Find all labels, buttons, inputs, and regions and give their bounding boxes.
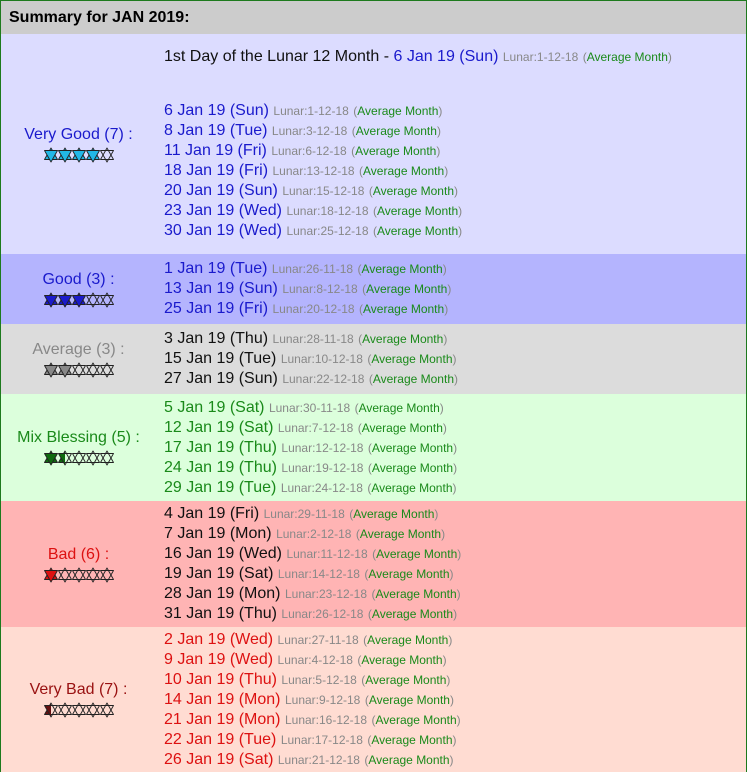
paren-close: ) <box>453 460 458 475</box>
paren-open: ( <box>367 352 372 366</box>
month-quality: Average Month <box>375 712 457 727</box>
star-icon <box>100 292 114 308</box>
day-entry <box>164 259 746 279</box>
paren-open: ( <box>357 262 362 276</box>
day-list <box>156 259 746 319</box>
lunar-date: Lunar:22-12-18 <box>282 372 365 386</box>
paren-open: ( <box>361 672 366 687</box>
day-entry <box>164 161 746 181</box>
paren-close: ) <box>452 732 457 747</box>
paren-open: ( <box>371 712 376 727</box>
month-quality: Average Month <box>361 652 443 667</box>
star-icon <box>58 362 72 378</box>
day-list <box>156 329 746 389</box>
paren-close: ) <box>454 372 458 386</box>
paren-open: ( <box>367 460 372 475</box>
month-quality: Average Month <box>372 184 454 198</box>
month-quality: Average Month <box>371 607 454 621</box>
day-entry <box>164 750 746 770</box>
star-icon <box>58 567 72 583</box>
rating-cell <box>1 271 156 308</box>
day-date-link[interactable]: 19 Jan 19 (Sat) <box>164 565 274 582</box>
day-date-link[interactable]: 8 Jan 19 (Tue) <box>164 122 268 139</box>
day-entry <box>164 101 746 121</box>
paren-open: ( <box>372 224 377 238</box>
day-date-link[interactable]: 17 Jan 19 (Thu) <box>164 438 277 456</box>
day-date-link[interactable]: 4 Jan 19 (Fri) <box>164 505 260 522</box>
day-date-link[interactable]: 29 Jan 19 (Tue) <box>164 478 277 496</box>
day-date-link[interactable]: 10 Jan 19 (Thu) <box>164 670 277 688</box>
rating-label: Good (3) : <box>42 270 115 288</box>
paren-open: ( <box>359 164 364 178</box>
star-icon <box>86 567 100 583</box>
intro-date-link[interactable]: 6 Jan 19 (Sun) <box>393 48 499 65</box>
day-date-link[interactable]: 9 Jan 19 (Wed) <box>164 650 274 668</box>
day-date-link[interactable]: 12 Jan 19 (Sat) <box>164 418 274 436</box>
month-quality: Average Month <box>355 124 437 138</box>
rating-cell <box>1 341 156 378</box>
month-quality: Average Month <box>371 460 454 475</box>
paren-open: ( <box>368 372 373 386</box>
paren-close: ) <box>452 480 457 495</box>
rating-label: Very Good (7) : <box>24 125 133 143</box>
paren-close: ) <box>436 144 441 158</box>
day-date-link[interactable]: 25 Jan 19 (Fri) <box>164 300 269 317</box>
day-entry <box>164 730 746 750</box>
paren-close: ) <box>449 752 454 767</box>
lunar-date: Lunar:7-12-18 <box>277 420 354 435</box>
lunar-date: Lunar:1-12-18 <box>273 104 349 118</box>
paren-close: ) <box>444 302 449 316</box>
day-entry <box>164 201 746 221</box>
lunar-date: Lunar:8-12-18 <box>282 282 358 296</box>
month-quality: Average Month <box>368 692 450 707</box>
paren-open: ( <box>367 480 372 495</box>
star-icon <box>72 567 86 583</box>
paren-open: ( <box>355 527 360 541</box>
paren-close: ) <box>442 420 447 435</box>
month-quality: Average Month <box>366 282 448 296</box>
day-entry <box>164 279 746 299</box>
rating-group-mix-blessing <box>1 394 746 501</box>
rating-cell <box>1 546 156 583</box>
rating-cell <box>1 126 156 163</box>
day-entry <box>164 141 746 161</box>
day-entry <box>164 710 746 730</box>
rating-group-very-bad <box>1 627 746 772</box>
month-quality: Average Month <box>371 440 454 455</box>
star-icon <box>72 362 86 378</box>
lunar-date: Lunar:30-11-18 <box>268 400 351 415</box>
month-quality: Average Month <box>359 527 442 541</box>
star-icon <box>86 292 100 308</box>
paren-open: ( <box>353 104 358 118</box>
paren-open: ( <box>371 587 376 601</box>
day-date-link[interactable]: 15 Jan 19 (Tue) <box>164 350 277 367</box>
paren-open: ( <box>364 752 369 767</box>
month-quality: Average Month <box>367 632 449 647</box>
summary-title: Summary for JAN 2019: <box>1 1 746 34</box>
lunar-date: Lunar:14-12-18 <box>277 567 360 581</box>
paren-open: ( <box>354 400 359 415</box>
month-quality: Average Month <box>353 507 435 521</box>
paren-open: ( <box>357 652 362 667</box>
month-quality: Average Month <box>365 672 447 687</box>
star-icon <box>44 362 58 378</box>
lunar-date: Lunar:11-12-18 <box>286 547 368 561</box>
rating-group-bad <box>1 501 746 627</box>
star-rating <box>1 567 156 583</box>
lunar-date: Lunar:12-12-18 <box>281 440 364 455</box>
month-quality: Average Month <box>362 332 444 346</box>
month-quality: Average Month <box>376 204 459 218</box>
star-rating <box>1 702 156 718</box>
day-list <box>156 398 746 498</box>
paren-open: ( <box>357 420 362 435</box>
day-entry <box>164 329 746 349</box>
lunar-date: Lunar:13-12-18 <box>272 164 355 178</box>
paren-open: ( <box>367 732 372 747</box>
day-entry <box>164 690 746 710</box>
paren-close: ) <box>453 607 458 621</box>
day-date-link[interactable]: 14 Jan 19 (Mon) <box>164 690 281 708</box>
star-icon <box>86 702 100 718</box>
rating-label: Mix Blessing (5) : <box>17 429 140 446</box>
star-icon <box>44 567 58 583</box>
day-list <box>156 630 746 770</box>
day-entry <box>164 369 746 389</box>
paren-open: ( <box>364 567 369 581</box>
star-icon <box>72 147 86 163</box>
day-entry <box>164 524 746 544</box>
paren-open: ( <box>582 50 587 64</box>
paren-open: ( <box>368 184 373 198</box>
paren-close: ) <box>444 164 449 178</box>
day-date-link[interactable]: 11 Jan 19 (Fri) <box>164 142 267 159</box>
paren-open: ( <box>351 124 356 138</box>
lunar-date: Lunar:1-12-18 <box>502 50 579 64</box>
star-icon <box>100 702 114 718</box>
paren-open: ( <box>358 332 363 346</box>
day-entry <box>164 584 746 604</box>
paren-close: ) <box>457 547 462 561</box>
day-date-link[interactable]: 28 Jan 19 (Mon) <box>164 585 281 602</box>
day-entry <box>164 564 746 584</box>
rating-label: Average (3) : <box>32 340 125 358</box>
month-quality: Average Month <box>371 732 453 747</box>
day-list <box>156 504 746 624</box>
paren-open: ( <box>363 632 368 647</box>
paren-close: ) <box>434 507 439 521</box>
day-date-link[interactable]: 30 Jan 19 (Wed) <box>164 222 282 239</box>
day-entry <box>164 630 746 650</box>
day-date-link[interactable]: 7 Jan 19 (Mon) <box>164 525 272 542</box>
star-icon <box>72 450 86 466</box>
star-icon <box>58 450 72 466</box>
star-icon <box>44 147 58 163</box>
month-quality: Average Month <box>355 144 437 158</box>
day-date-link[interactable]: 6 Jan 19 (Sun) <box>164 102 269 119</box>
lunar-date: Lunar:9-12-18 <box>284 692 361 707</box>
day-entry <box>164 398 746 418</box>
paren-close: ) <box>442 262 447 276</box>
day-entry <box>164 349 746 369</box>
star-rating <box>1 292 156 308</box>
star-icon <box>86 362 100 378</box>
paren-open: ( <box>359 302 364 316</box>
day-date-link[interactable]: 23 Jan 19 (Wed) <box>164 202 282 219</box>
day-date-link[interactable]: 2 Jan 19 (Wed) <box>164 630 274 648</box>
month-quality: Average Month <box>376 224 459 238</box>
lunar-date: Lunar:24-12-18 <box>280 480 363 495</box>
lunar-month-start <box>164 47 746 67</box>
lunar-date: Lunar:19-12-18 <box>281 460 364 475</box>
paren-open: ( <box>364 692 369 707</box>
day-date-link[interactable]: 22 Jan 19 (Tue) <box>164 730 277 748</box>
paren-close: ) <box>453 440 458 455</box>
star-icon <box>44 292 58 308</box>
lunar-date: Lunar:27-11-18 <box>277 632 359 647</box>
month-quality: Average Month <box>376 547 458 561</box>
month-quality: Average Month <box>363 302 445 316</box>
day-entry <box>164 181 746 201</box>
lunar-date: Lunar:3-12-18 <box>271 124 348 138</box>
day-entry <box>164 458 746 478</box>
day-date-link[interactable]: 5 Jan 19 (Sat) <box>164 398 265 416</box>
rating-cell <box>1 681 156 718</box>
paren-open: ( <box>362 282 367 296</box>
lunar-date: Lunar:16-12-18 <box>284 712 368 727</box>
paren-close: ) <box>449 692 454 707</box>
star-icon <box>44 702 58 718</box>
star-rating <box>1 450 156 466</box>
day-date-link[interactable]: 24 Jan 19 (Thu) <box>164 458 277 476</box>
star-rating <box>1 147 156 163</box>
paren-close: ) <box>443 332 448 346</box>
star-rating <box>1 362 156 378</box>
star-icon <box>72 292 86 308</box>
paren-close: ) <box>438 104 443 118</box>
star-icon <box>100 147 114 163</box>
day-entry <box>164 604 746 624</box>
paren-close: ) <box>448 632 453 647</box>
paren-close: ) <box>458 224 463 238</box>
paren-close: ) <box>667 50 672 64</box>
paren-close: ) <box>447 282 452 296</box>
day-entry <box>164 121 746 141</box>
lunar-date: Lunar:2-12-18 <box>276 527 352 541</box>
paren-close: ) <box>441 527 446 541</box>
month-quality: Average Month <box>368 752 450 767</box>
lunar-date: Lunar:17-12-18 <box>280 732 363 747</box>
lunar-date: Lunar:23-12-18 <box>284 587 368 601</box>
star-icon <box>86 450 100 466</box>
lunar-date: Lunar:10-12-18 <box>280 352 363 366</box>
paren-close: ) <box>456 712 461 727</box>
day-date-link[interactable]: 27 Jan 19 (Sun) <box>164 370 278 387</box>
month-quality: Average Month <box>357 104 439 118</box>
lunar-date: Lunar:29-11-18 <box>263 507 345 521</box>
star-icon <box>100 450 114 466</box>
day-date-link[interactable]: 31 Jan 19 (Thu) <box>164 605 277 622</box>
rating-group-average <box>1 324 746 394</box>
day-entry <box>164 438 746 458</box>
day-entry <box>164 299 746 319</box>
day-date-link[interactable]: 1 Jan 19 (Tue) <box>164 260 268 277</box>
month-quality: Average Month <box>361 420 443 435</box>
day-date-link[interactable]: 13 Jan 19 (Sun) <box>164 280 278 297</box>
intro-text: 1st Day of the Lunar 12 Month - <box>164 48 394 65</box>
star-icon <box>58 292 72 308</box>
paren-open: ( <box>372 204 377 218</box>
lunar-date: Lunar:5-12-18 <box>281 672 357 687</box>
lunar-date: Lunar:18-12-18 <box>286 204 369 218</box>
paren-open: ( <box>349 507 354 521</box>
lunar-date: Lunar:20-12-18 <box>272 302 355 316</box>
rating-cell <box>1 429 156 466</box>
month-quality: Average Month <box>586 50 668 64</box>
paren-close: ) <box>442 652 447 667</box>
day-date-link[interactable]: 26 Jan 19 (Sat) <box>164 750 274 768</box>
star-icon <box>58 702 72 718</box>
day-entry <box>164 478 746 498</box>
lunar-date: Lunar:21-12-18 <box>277 752 360 767</box>
rating-group-good <box>1 254 746 324</box>
lunar-date: Lunar:25-12-18 <box>286 224 369 238</box>
month-quality: Average Month <box>371 480 453 495</box>
paren-close: ) <box>446 672 451 687</box>
day-entry <box>164 504 746 524</box>
rating-groups <box>1 34 746 772</box>
lunar-date: Lunar:15-12-18 <box>282 184 365 198</box>
day-entry <box>164 418 746 438</box>
month-quality: Average Month <box>375 587 457 601</box>
day-entry <box>164 650 746 670</box>
lunar-date: Lunar:28-11-18 <box>272 332 354 346</box>
paren-close: ) <box>456 587 461 601</box>
paren-open: ( <box>367 607 372 621</box>
rating-label: Bad (6) : <box>47 545 110 563</box>
paren-open: ( <box>351 144 356 158</box>
day-entry <box>164 221 746 241</box>
lunar-date: Lunar:26-12-18 <box>281 607 364 621</box>
day-date-link[interactable]: 16 Jan 19 (Wed) <box>164 545 282 562</box>
rating-label: Very Bad (7) : <box>29 681 128 698</box>
month-quality: Average Month <box>361 262 443 276</box>
month-quality: Average Month <box>371 352 453 366</box>
star-icon <box>44 450 58 466</box>
star-icon <box>72 702 86 718</box>
paren-close: ) <box>454 184 458 198</box>
paren-close: ) <box>439 400 444 415</box>
paren-close: ) <box>458 204 463 218</box>
day-date-link[interactable]: 18 Jan 19 (Fri) <box>164 162 269 179</box>
star-icon <box>100 567 114 583</box>
day-date-link[interactable]: 20 Jan 19 (Sun) <box>164 182 278 199</box>
lunar-date: Lunar:26-11-18 <box>271 262 354 276</box>
day-entry <box>164 544 746 564</box>
day-entry <box>164 670 746 690</box>
day-date-link[interactable]: 21 Jan 19 (Mon) <box>164 710 281 728</box>
rating-group-very-good <box>1 34 746 254</box>
paren-close: ) <box>449 567 454 581</box>
month-quality: Average Month <box>368 567 450 581</box>
star-icon <box>58 147 72 163</box>
day-date-link[interactable]: 3 Jan 19 (Thu) <box>164 330 269 347</box>
star-icon <box>100 362 114 378</box>
star-icon <box>86 147 100 163</box>
month-quality: Average Month <box>363 164 445 178</box>
lunar-date: Lunar:4-12-18 <box>277 652 353 667</box>
paren-close: ) <box>436 124 441 138</box>
day-list <box>156 47 746 241</box>
paren-close: ) <box>452 352 457 366</box>
lunar-date: Lunar:6-12-18 <box>271 144 347 158</box>
month-quality: Average Month <box>372 372 454 386</box>
month-quality: Average Month <box>358 400 440 415</box>
paren-open: ( <box>372 547 377 561</box>
paren-open: ( <box>367 440 372 455</box>
